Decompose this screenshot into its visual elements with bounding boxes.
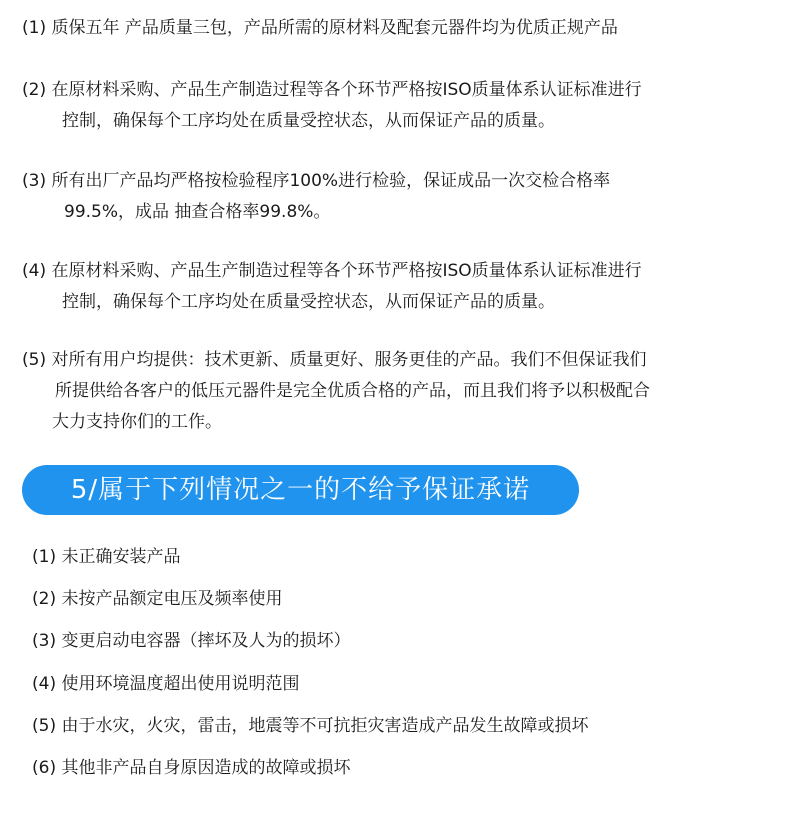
exclusion-item-1: (1) 未正确安装产品 [32, 547, 181, 567]
exclusion-item-3: (3) 变更启动电容器（摔坏及人为的损坏） [32, 631, 351, 651]
section-banner: 5/属于下列情况之一的不给予保证承诺 [22, 465, 579, 515]
guarantee-item-5 [22, 345, 782, 438]
guarantee-5-line-2: 所提供给各客户的低压元器件是完全优质合格的产品，而且我们将予以积极配合 [55, 381, 650, 401]
guarantee-4-line-1: (4) 在原材料采购、产品生产制造过程等各个环节严格按ISO质量体系认证标准进行 [22, 261, 642, 281]
guarantee-4-line-2: 控制，确保每个工序均处在质量受控状态，从而保证产品的质量。 [62, 292, 555, 312]
guarantee-item-3 [22, 166, 782, 228]
guarantee-item-2 [22, 75, 782, 137]
guarantee-3-line-2: 99.5%，成品 抽查合格率99.8%。 [64, 202, 331, 222]
exclusion-item-2: (2) 未按产品额定电压及频率使用 [32, 589, 283, 609]
guarantee-3-line-1: (3) 所有出厂产品均严格按检验程序100%进行检验，保证成品一次交检合格率 [22, 171, 611, 191]
exclusion-item-6: (6) 其他非产品自身原因造成的故障或损坏 [32, 758, 351, 778]
exclusion-item-5: (5) 由于水灾，火灾，雷击，地震等不可抗拒灾害造成产品发生故障或损坏 [32, 716, 589, 736]
guarantee-1-line-1: (1) 质保五年 产品质量三包，产品所需的原材料及配套元器件均为优质正规产品 [22, 18, 618, 38]
exclusion-item-4: (4) 使用环境温度超出使用说明范围 [32, 674, 300, 694]
guarantee-5-line-1: (5) 对所有用户均提供：技术更新、质量更好、服务更佳的产品。我们不但保证我们 [22, 350, 647, 370]
guarantee-2-line-2: 控制，确保每个工序均处在质量受控状态，从而保证产品的质量。 [62, 111, 555, 131]
guarantee-item-1 [22, 13, 782, 44]
guarantee-2-line-1: (2) 在原材料采购、产品生产制造过程等各个环节严格按ISO质量体系认证标准进行 [22, 80, 642, 100]
guarantee-5-line-3: 大力支持你们的工作。 [52, 412, 222, 432]
guarantee-item-4 [22, 256, 782, 318]
